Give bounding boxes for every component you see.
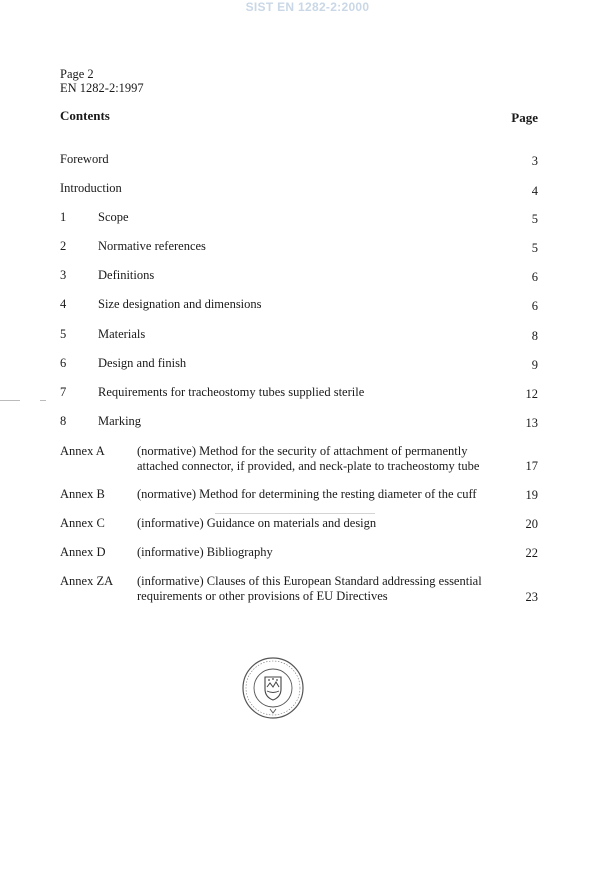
toc-number: 8 (60, 414, 67, 428)
standard-number: EN 1282-2:1997 (60, 81, 144, 95)
toc-label: Foreword (60, 152, 109, 166)
toc-title: (informative) Bibliography (137, 545, 273, 559)
watermark: SIST EN 1282-2:2000 (245, 0, 370, 14)
toc-page-number: 20 (525, 517, 538, 531)
toc-page-number: 4 (531, 184, 538, 198)
toc-page-number: 13 (525, 416, 538, 430)
page-header (60, 67, 144, 95)
scan-mark (0, 400, 20, 401)
toc-title: (normative) Method for the security of attachment of permanently attached connector, if provided, and neck-plate to tracheostomy tube (137, 444, 480, 473)
toc-number: Annex D (60, 545, 106, 559)
toc-label: Introduction (60, 181, 122, 195)
toc-number: 7 (60, 385, 67, 399)
scan-mark (215, 513, 375, 514)
toc-number: Annex ZA (60, 574, 114, 588)
toc-page-number: 5 (531, 212, 538, 226)
toc-page-number: 6 (531, 299, 538, 313)
toc-title: Definitions (98, 268, 155, 282)
scan-mark (40, 400, 46, 401)
toc-number: 5 (60, 327, 67, 341)
toc-number: 6 (60, 356, 67, 370)
toc-title: Marking (98, 414, 142, 428)
toc-title: (informative) Clauses of this European Standard addressing essential requirements or other provisions of EU Directives (137, 574, 482, 603)
toc-title: Materials (98, 327, 146, 341)
contents-heading: Contents (60, 108, 110, 123)
toc-number: 1 (60, 210, 67, 224)
toc-number: Annex C (60, 516, 105, 530)
toc-title: Design and finish (98, 356, 187, 370)
toc-number: 4 (60, 297, 67, 311)
toc-number: Annex A (60, 444, 105, 458)
toc-page-number: 8 (531, 329, 538, 343)
toc-page-number: 23 (525, 590, 538, 604)
toc-page-number: 6 (531, 270, 538, 284)
toc-page-number: 17 (525, 459, 538, 473)
toc-title: Normative references (98, 239, 206, 253)
toc-page-number: 3 (531, 154, 538, 168)
toc-page-number: 5 (531, 241, 538, 255)
toc-title: (normative) Method for determining the resting diameter of the cuff (137, 487, 477, 501)
toc-page-number: 19 (525, 488, 538, 502)
toc-title: Requirements for tracheostomy tubes supplied sterile (98, 385, 365, 399)
toc-number: 2 (60, 239, 67, 253)
toc-number: 3 (60, 268, 67, 282)
page-column-heading: Page (511, 110, 538, 125)
toc-title: (informative) Guidance on materials and design (137, 516, 377, 530)
toc-number: Annex B (60, 487, 105, 501)
toc-page-number: 12 (525, 387, 538, 401)
page-label: Page 2 (60, 67, 94, 81)
stamp-seal-icon (240, 656, 306, 720)
toc-page-number: 22 (525, 546, 538, 560)
toc-title: Scope (98, 210, 129, 224)
toc-page-number: 9 (531, 358, 538, 372)
toc-title: Size designation and dimensions (98, 297, 262, 311)
